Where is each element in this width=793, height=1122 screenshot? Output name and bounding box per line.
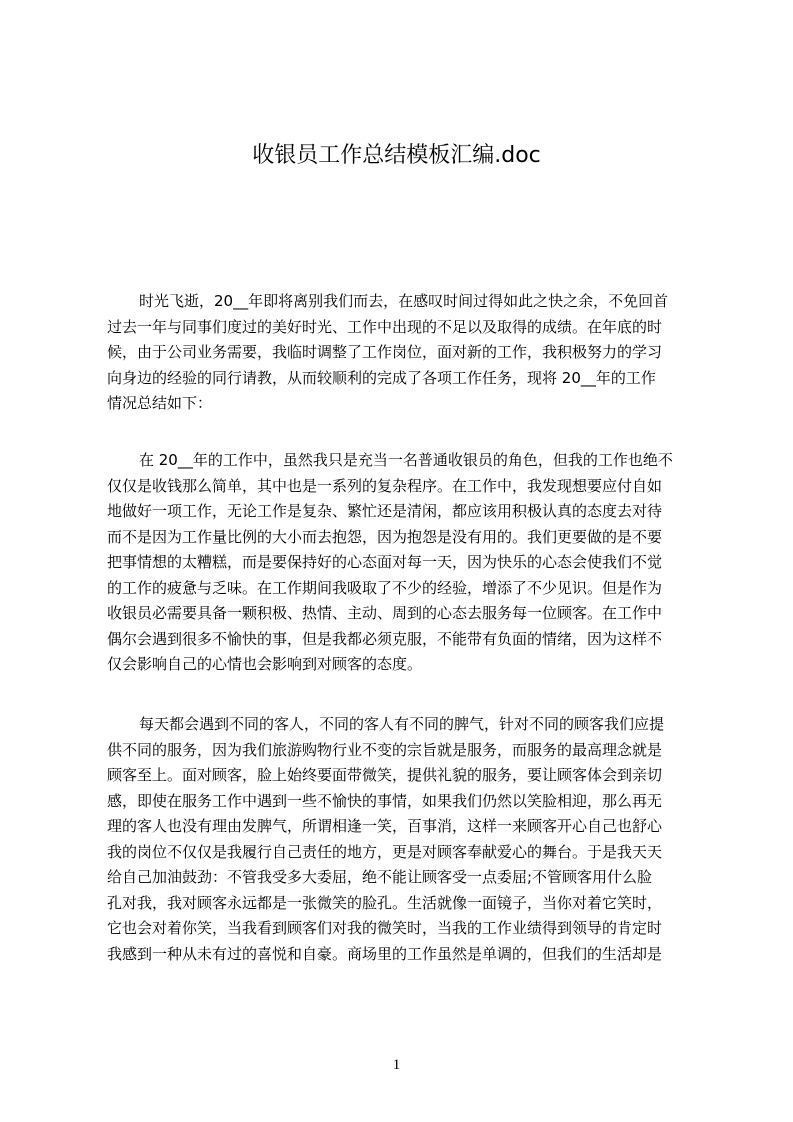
paragraph-line: 时光飞逝，20__年即将离别我们而去，在感叹时间过得如此之快之余，不免回首 bbox=[139, 292, 669, 310]
paragraph-3 bbox=[107, 712, 707, 967]
paragraph-2 bbox=[107, 448, 707, 678]
paragraph-line: 供不同的服务，因为我们旅游购物行业不变的宗旨就是服务，而服务的最高理念就是 bbox=[107, 740, 663, 759]
paragraph-line: 地做好一项工作，无论工作是复杂、繁忙还是清闲，都应该用积极认真的态度去对待 bbox=[107, 502, 663, 520]
paragraph-line: 理的客人也没有理由发脾气，所谓相逢一笑，百事消，这样一来顾客开心自己也舒心 bbox=[107, 817, 663, 835]
paragraph-line: 仅仅是收钱那么简单，其中也是一系列的复杂程序。在工作中，我发现想要应付自如 bbox=[107, 476, 663, 495]
paragraph-line: 它也会对着你笑，当我看到顾客们对我的微笑时，当我的工作业绩得到领导的肯定时 bbox=[107, 919, 663, 937]
paragraph-line: 把事情想的太糟糕，而是要保持好的心态面对每一天，因为快乐的心态会使我们不觉 bbox=[107, 553, 663, 571]
paragraph-line: 我感到一种从未有过的喜悦和自豪。商场里的工作虽然是单调的，但我们的生活却是 bbox=[107, 944, 663, 963]
page-number: 1 bbox=[392, 1057, 401, 1073]
paragraph-line: 候，由于公司业务需要，我临时调整了工作岗位，面对新的工作，我积极努力的学习 bbox=[107, 343, 663, 361]
paragraph-line: 给自己加油鼓劲：不管我受多大委屈，绝不能让顾客受一点委屈;不管顾客用什么脸 bbox=[107, 868, 653, 886]
paragraph-line: 过去一年与同事们度过的美好时光、工作中出现的不足以及取得的成绩。在年底的时 bbox=[107, 317, 663, 336]
paragraph-line: 感，即使在服务工作中遇到一些不愉快的事情，如果我们仍然以笑脸相迎，那么再无 bbox=[107, 791, 663, 810]
paragraph-line: 的工作的疲惫与乏味。在工作期间我吸取了不少的经验，增添了不少见识。但是作为 bbox=[107, 578, 663, 597]
paragraph-line: 收银员必需要具备一颗积极、热情、主动、周到的心态去服务每一位顾客。在工作中 bbox=[107, 604, 663, 622]
paragraph-line: 而不是因为工作量比例的大小而去抱怨，因为抱怨是没有用的。我们更要做的是不要 bbox=[107, 527, 663, 546]
paragraph-line: 仅会影响自己的心情也会影响到对顾客的态度。 bbox=[107, 655, 423, 673]
paragraph-line: 我的岗位不仅仅是我履行自己责任的地方，更是对顾客奉献爱心的舞台。于是我天天 bbox=[107, 842, 663, 861]
paragraph-line: 孔对我，我对顾客永远都是一张微笑的脸孔。生活就像一面镜子，当你对着它笑时， bbox=[107, 893, 663, 912]
paragraph-line: 向身边的经验的同行请教，从而较顺利的完成了各项工作任务，现将 20__年的工作 bbox=[107, 368, 656, 387]
paragraph-line: 在 20__年的工作中，虽然我只是充当一名普通收银员的角色，但我的工作也绝不 bbox=[139, 451, 673, 469]
document-title: 收银员工作总结模板汇编.doc bbox=[252, 143, 541, 168]
paragraph-line: 每天都会遇到不同的客人，不同的客人有不同的脾气，针对不同的顾客我们应提 bbox=[139, 715, 665, 733]
paragraph-line: 偶尔会遇到很多不愉快的事，但是我都必须克服，不能带有负面的情绪，因为这样不 bbox=[107, 629, 663, 648]
paragraph-1 bbox=[107, 289, 707, 417]
paragraph-line: 情况总结如下： bbox=[107, 394, 213, 412]
paragraph-line: 顾客至上。面对顾客，脸上始终要面带微笑，提供礼貌的服务，要让顾客体会到亲切 bbox=[107, 766, 663, 784]
